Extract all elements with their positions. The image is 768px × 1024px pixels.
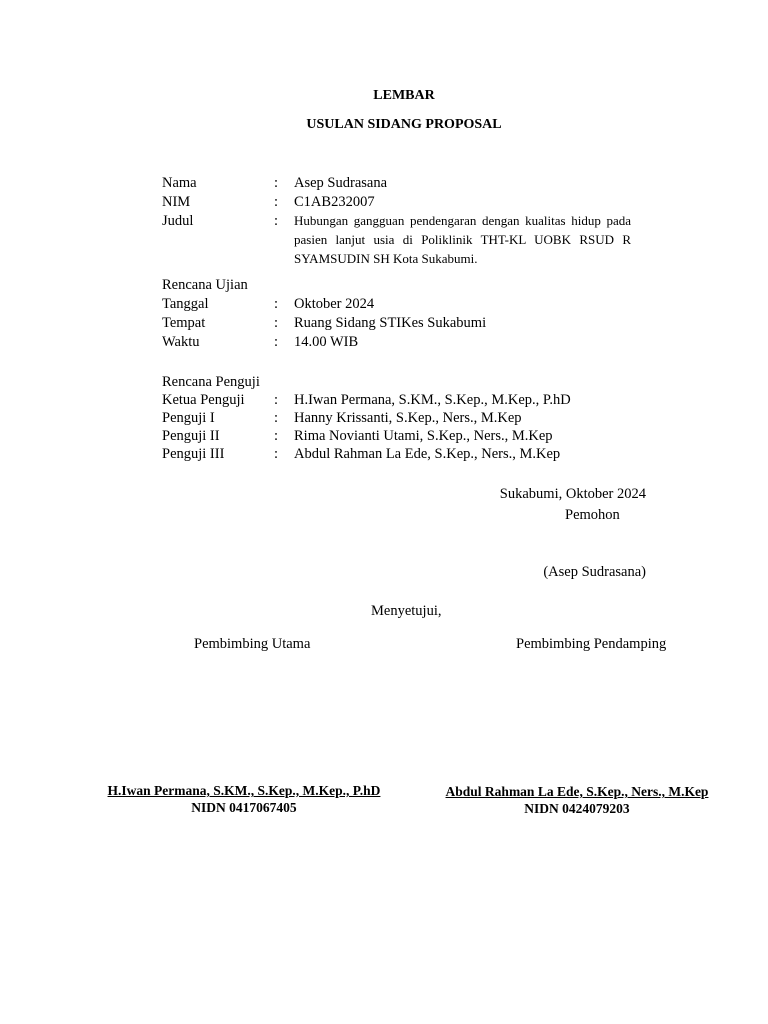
- examiners-heading: Rencana Penguji: [162, 374, 260, 390]
- colon: :: [274, 194, 279, 210]
- tempat-value: Ruang Sidang STIKes Sukabumi: [294, 315, 487, 331]
- co-supervisor-name: Abdul Rahman La Ede, S.Kep., Ners., M.Kep: [445, 784, 709, 799]
- nim-value: C1AB232007: [294, 194, 375, 210]
- ketua-penguji-label: Ketua Penguji: [162, 392, 245, 408]
- tanggal-label: Tanggal: [162, 296, 209, 312]
- colon: :: [274, 175, 279, 191]
- tempat-label: Tempat: [162, 315, 206, 331]
- ketua-penguji-value: H.Iwan Permana, S.KM., S.Kep., M.Kep., P.hD: [294, 392, 571, 408]
- place-date: Sukabumi, Oktober 2024: [499, 486, 646, 502]
- colon: :: [274, 392, 279, 408]
- main-supervisor-role: Pembimbing Utama: [194, 636, 311, 652]
- judul-value: Hubungan gangguan pendengaran dengan kualitas hidup pada pasien lanjut usia di Poliklinik THT-KL UOBK RSUD R SYAMSUDIN SH Kota Sukabumi.: [294, 213, 631, 266]
- document-title: LEMBAR: [373, 88, 435, 103]
- penguji-2-label: Penguji II: [162, 428, 220, 444]
- main-supervisor-name: H.Iwan Permana, S.KM., S.Kep., M.Kep., P.hD: [107, 783, 381, 798]
- nama-value: Asep Sudrasana: [294, 175, 388, 191]
- applicant-name: (Asep Sudrasana): [543, 564, 646, 580]
- main-supervisor-signature: [84, 783, 404, 816]
- penguji-2-value: Rima Novianti Utami, S.Kep., Ners., M.Kep: [294, 428, 553, 444]
- colon: :: [274, 213, 279, 229]
- waktu-label: Waktu: [162, 334, 200, 350]
- penguji-3-label: Penguji III: [162, 446, 225, 462]
- nama-label: Nama: [162, 175, 197, 191]
- co-supervisor-nidn: NIDN 0424079203: [524, 801, 630, 816]
- judul-label: Judul: [162, 213, 194, 229]
- penguji-1-label: Penguji I: [162, 410, 215, 426]
- nim-label: NIM: [162, 194, 191, 210]
- document-subtitle: USULAN SIDANG PROPOSAL: [306, 117, 502, 132]
- colon: :: [274, 296, 279, 312]
- colon: :: [274, 446, 279, 462]
- penguji-1-value: Hanny Krissanti, S.Kep., Ners., M.Kep: [294, 410, 522, 426]
- colon: :: [274, 428, 279, 444]
- waktu-value: 14.00 WIB: [294, 334, 359, 350]
- colon: :: [274, 334, 279, 350]
- colon: :: [274, 410, 279, 426]
- penguji-3-value: Abdul Rahman La Ede, S.Kep., Ners., M.Kep: [294, 446, 561, 462]
- approval-heading: Menyetujui,: [371, 603, 442, 619]
- tanggal-value: Oktober 2024: [294, 296, 375, 312]
- applicant-role: Pemohon: [565, 507, 620, 523]
- colon: :: [274, 315, 279, 331]
- main-supervisor-nidn: NIDN 0417067405: [191, 800, 297, 815]
- co-supervisor-role: Pembimbing Pendamping: [516, 636, 667, 652]
- co-supervisor-signature: [422, 784, 732, 817]
- exam-plan-heading: Rencana Ujian: [162, 277, 248, 293]
